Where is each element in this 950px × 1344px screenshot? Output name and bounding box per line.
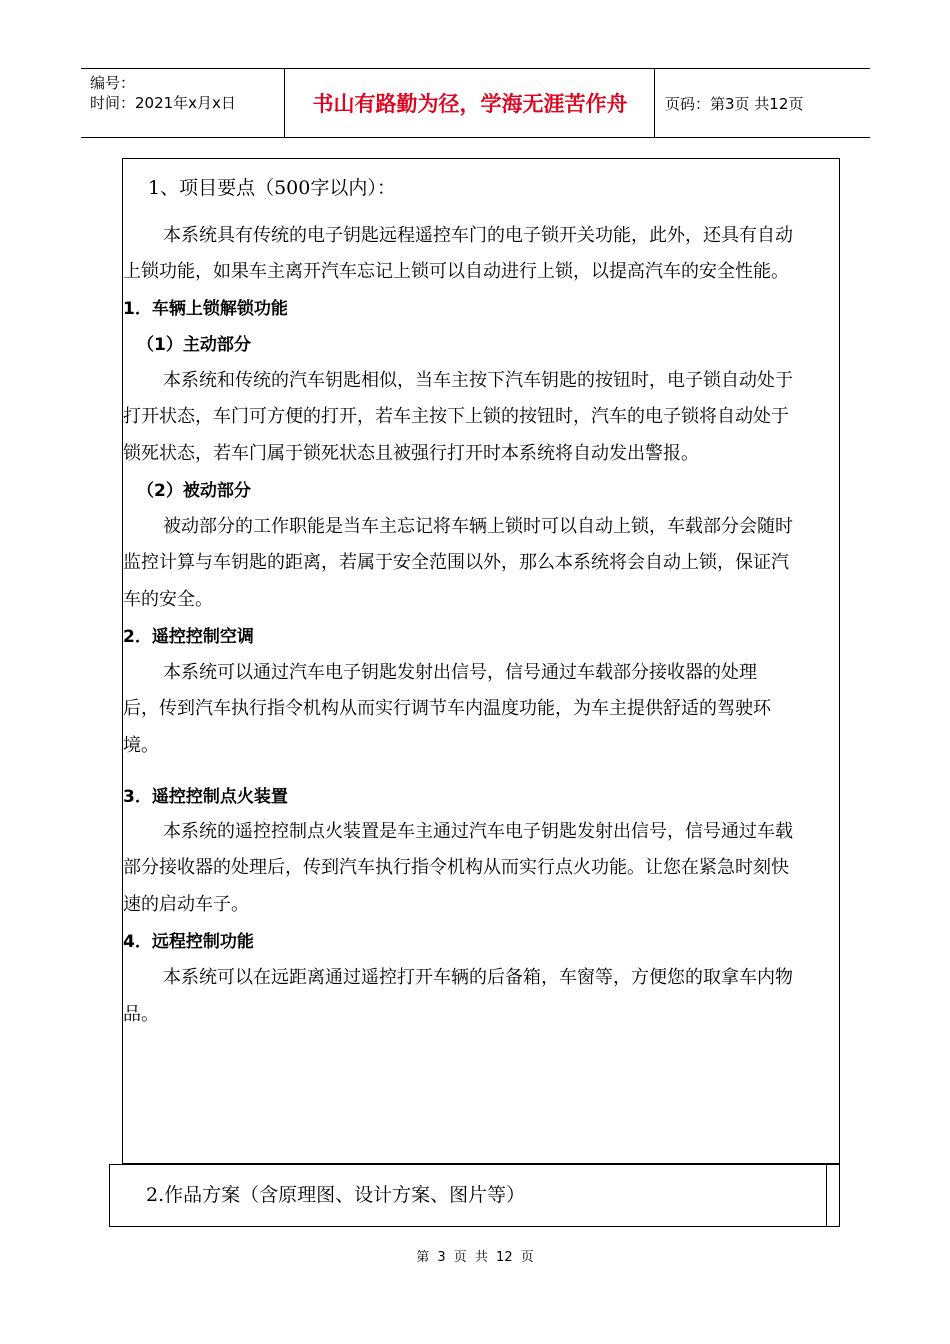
header-page-info: 页码：第3页 共12页 (665, 94, 804, 113)
paragraph-line: 部分接收器的处理后，传到汽车执行指令机构从而实行点火功能。让您在紧急时刻快 (123, 857, 789, 878)
paragraph-line: 境。 (123, 735, 159, 756)
paragraph-line: 打开状态，车门可方便的打开，若车主按下上锁的按钮时，汽车的电子锁将自动处于 (123, 406, 789, 427)
header-motto: 书山有路勤为径，学海无涯苦作舟 (312, 92, 628, 116)
section2-bottom-border (109, 1226, 840, 1227)
time-label: 时间：2021年x月x日 (90, 94, 236, 112)
paragraph-line: 本系统的遥控控制点火装置是车主通过汽车电子钥匙发射出信号，信号通过车载 (163, 821, 793, 842)
paragraph-line: 上锁功能，如果车主离开汽车忘记上锁可以自动进行上锁，以提高汽车的安全性能。 (123, 261, 789, 282)
paragraph-line: 车的安全。 (123, 589, 213, 610)
paragraph-line: 监控计算与车钥匙的距离，若属于安全范围以外，那么本系统将会自动上锁，保证汽 (123, 552, 789, 573)
paragraph-line: 本系统具有传统的电子钥匙远程遥控车门的电子锁开关功能，此外，还具有自动 (163, 225, 793, 246)
code-label: 编号： (90, 74, 136, 92)
heading-1: 1．车辆上锁解锁功能 (123, 299, 288, 319)
header-left (90, 73, 236, 113)
page-footer: 第 3 页 共 12 页 (416, 1250, 534, 1265)
heading-1a: （1）主动部分 (137, 335, 251, 355)
header-divider (284, 69, 285, 137)
paragraph-line: 后，传到汽车执行指令机构从而实行调节车内温度功能，为车主提供舒适的驾驶环 (123, 698, 771, 719)
paragraph-line: 锁死状态，若车门属于锁死状态且被强行打开时本系统将自动发出警报。 (123, 443, 699, 464)
heading-1b: （2）被动部分 (137, 481, 251, 501)
heading-3: 3．遥控控制点火装置 (123, 787, 288, 807)
paragraph-line: 本系统和传统的汽车钥匙相似，当车主按下汽车钥匙的按钮时，电子锁自动处于 (163, 370, 793, 391)
page-header (81, 68, 870, 138)
paragraph-line: 本系统可以通过汽车电子钥匙发射出信号，信号通过车载部分接收器的处理 (163, 662, 757, 683)
heading-4: 4．远程控制功能 (123, 932, 254, 952)
paragraph-line: 被动部分的工作职能是当车主忘记将车辆上锁时可以自动上锁，车载部分会随时 (163, 516, 793, 537)
section1-title: 1、项目要点（500字以内）： (148, 177, 396, 199)
paragraph-line: 速的启动车子。 (123, 894, 249, 915)
heading-2: 2．遥控控制空调 (123, 627, 254, 647)
section2-inner-border (826, 1165, 827, 1227)
header-divider (654, 69, 655, 137)
paragraph-line: 品。 (123, 1004, 159, 1025)
section2-box (109, 1164, 840, 1227)
paragraph-line: 本系统可以在远距离通过遥控打开车辆的后备箱，车窗等，方便您的取拿车内物 (163, 967, 793, 988)
section2-title: 2.作品方案（含原理图、设计方案、图片等） (146, 1184, 526, 1206)
